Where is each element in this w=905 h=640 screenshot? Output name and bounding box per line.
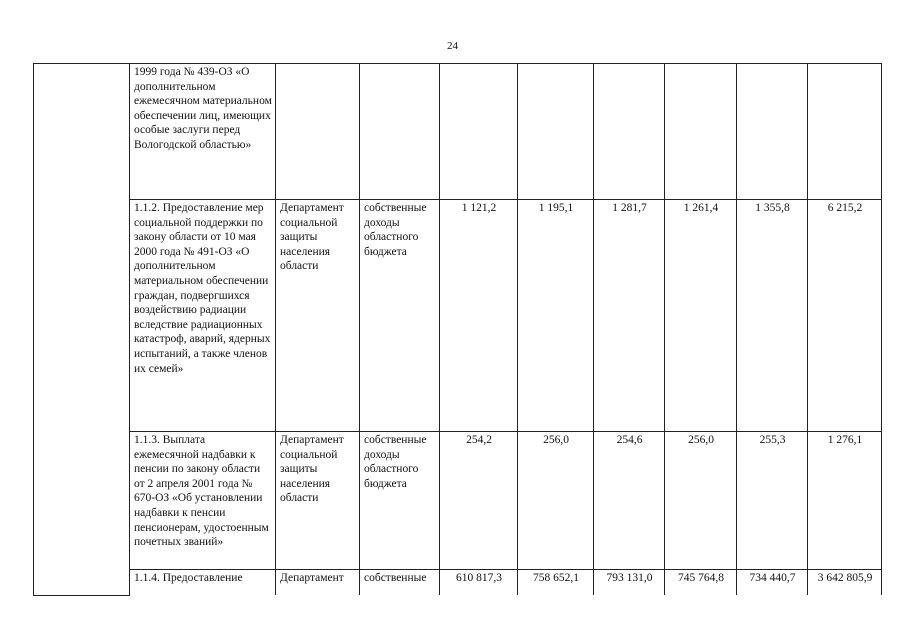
measure-name-cell: 1999 года № 439-ОЗ «О дополнительном ежемесячном материальном обеспечении лиц, имеющих особые заслуги перед Вологодской областью»	[130, 64, 276, 200]
value-cell	[440, 64, 518, 200]
source-cell: собственные доходы областного бюджета	[360, 200, 440, 432]
value-cell: 1 355,8	[737, 200, 808, 432]
value-cell: 758 652,1	[518, 570, 594, 596]
measure-name-cell: 1.1.3. Выплата ежемесячной надбавки к пенсии по закону области от 2 апреля 2001 года № 670-ОЗ «Об установлении надбавки к пенсии пенсионерам, удостоенным почетных званий»	[130, 432, 276, 570]
table-row	[34, 432, 882, 570]
source-cell	[360, 64, 440, 200]
page-number: 24	[447, 40, 458, 52]
source-cell: собственные	[360, 570, 440, 596]
value-cell: 1 121,2	[440, 200, 518, 432]
value-cell: 1 281,7	[594, 200, 665, 432]
table-row	[34, 64, 882, 200]
value-cell: 256,0	[518, 432, 594, 570]
executor-cell: Департамент социальной защиты населения области	[276, 200, 360, 432]
source-cell: собственные доходы областного бюджета	[360, 432, 440, 570]
value-cell: 6 215,2	[808, 200, 882, 432]
value-cell: 3 642 805,9	[808, 570, 882, 596]
executor-cell	[276, 64, 360, 200]
value-cell: 254,2	[440, 432, 518, 570]
executor-cell: Департамент социальной защиты населения области	[276, 432, 360, 570]
table-row	[34, 570, 882, 596]
budget-table	[33, 63, 882, 596]
value-cell: 256,0	[665, 432, 737, 570]
value-cell: 610 817,3	[440, 570, 518, 596]
value-cell: 745 764,8	[665, 570, 737, 596]
value-cell	[737, 64, 808, 200]
value-cell: 1 261,4	[665, 200, 737, 432]
value-cell: 254,6	[594, 432, 665, 570]
value-cell: 255,3	[737, 432, 808, 570]
value-cell: 1 195,1	[518, 200, 594, 432]
value-cell	[665, 64, 737, 200]
section-cell	[34, 64, 130, 596]
value-cell	[594, 64, 665, 200]
executor-cell: Департамент	[276, 570, 360, 596]
value-cell: 793 131,0	[594, 570, 665, 596]
measure-name-cell: 1.1.2. Предоставление мер социальной поддержки по закону области от 10 мая 2000 года № 491-ОЗ «О дополнительном материальном обеспечении граждан, подвергшихся воздействию радиации вследствие радиационных катастроф, аварий, ядерных испытаний, а также членов их семей»	[130, 200, 276, 432]
measure-name-cell: 1.1.4. Предоставление	[130, 570, 276, 596]
value-cell	[518, 64, 594, 200]
table-row	[34, 200, 882, 432]
value-cell	[808, 64, 882, 200]
value-cell: 1 276,1	[808, 432, 882, 570]
value-cell: 734 440,7	[737, 570, 808, 596]
